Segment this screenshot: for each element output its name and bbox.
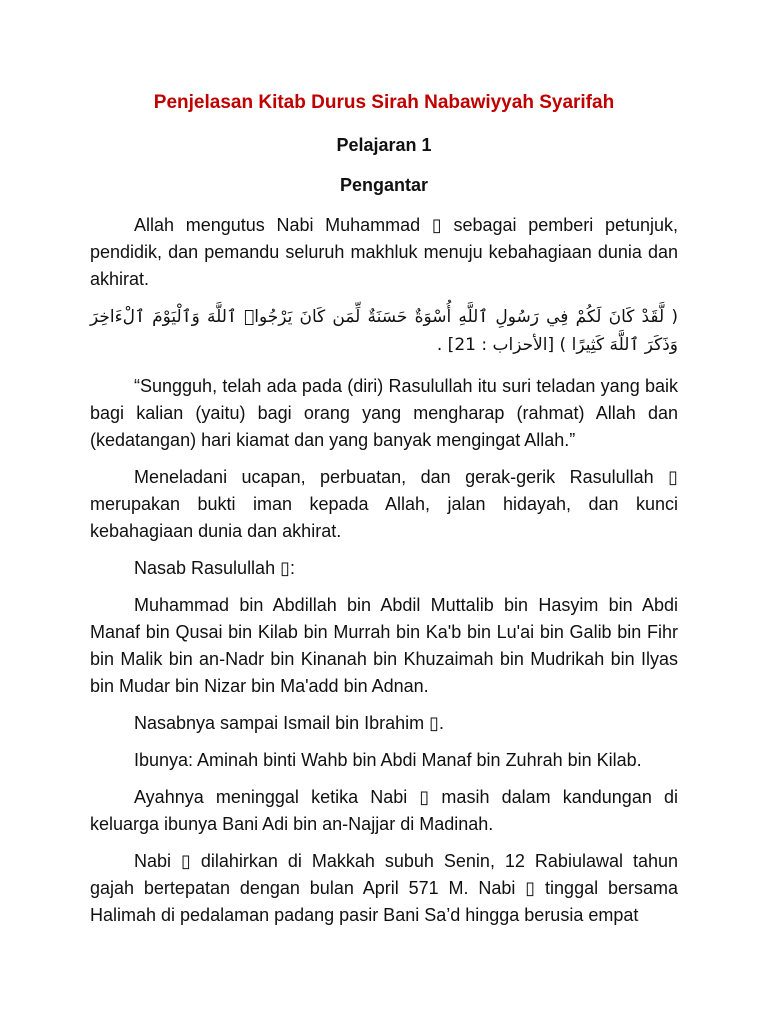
paragraph-father: Ayahnya meninggal ketika Nabi ▯ masih dalam kandungan di keluarga ibunya Bani Adi bin an-Najjar di Madinah. — [90, 787, 678, 834]
paragraph-intro: Allah mengutus Nabi Muhammad ▯ sebagai pemberi petunjuk, pendidik, dan pemandu seluruh makhluk menuju kebahagiaan dunia dan akhirat. — [90, 215, 678, 289]
paragraph-translation: “Sungguh, telah ada pada (diri) Rasulullah itu suri teladan yang baik bagi kalian (yaitu) bagi orang yang mengharap (rahmat) Allah dan (kedatangan) hari kiamat dan yang banyak mengingat Allah.” — [90, 376, 678, 450]
paragraph-emulation: Meneladani ucapan, perbuatan, dan gerak-gerik Rasulullah ▯ merupakan bukti iman kepada Allah, jalan hidayah, dan kunci kebahagiaan dunia dan akhirat. — [90, 467, 678, 541]
lesson-heading: Pelajaran 1 — [336, 135, 432, 155]
document-title: Penjelasan Kitab Durus Sirah Nabawiyyah Syarifah — [153, 92, 615, 113]
paragraph-mother: Ibunya: Aminah binti Wahb bin Abdi Manaf bin Zuhrah bin Kilab. — [134, 750, 642, 770]
paragraph-birth: Nabi ▯ dilahirkan di Makkah subuh Senin, 12 Rabiulawal tahun gajah bertepatan dengan bulan April 571 M. Nabi ▯ tinggal bersama Halimah di pedalaman padang pasir Bani Sa’d hingga berusia empat — [90, 851, 678, 925]
quran-verse: ( لَّقَدْ كَانَ لَكُمْ فِي رَسُولِ ٱللَّهِ أُسْوَةٌ حَسَنَةٌ لِّمَن كَانَ يَرْجُوا۟ ٱللَّهَ وَٱلْيَوْمَ ٱلْءَاخِرَ وَذَكَرَ ٱللَّهَ كَثِيرًا ) [الأحزاب : 21] . — [90, 307, 678, 355]
paragraph-lineage-ismail: Nasabnya sampai Ismail bin Ibrahim ▯. — [134, 713, 445, 733]
paragraph-lineage: Muhammad bin Abdillah bin Abdil Muttalib bin Hasyim bin Abdi Manaf bin Qusai bin Kilab bin Murrah bin Ka'b bin Lu'ai bin Galib bin Fihr bin Malik bin an-Nadr bin Kinanah bin Khuzaimah bin Mudrikah bin Ilyas bin Mudar bin Nizar bin Ma'add bin Adnan. — [90, 595, 678, 696]
section-heading: Pengantar — [339, 175, 429, 195]
paragraph-lineage-heading: Nasab Rasulullah ▯: — [134, 558, 295, 578]
